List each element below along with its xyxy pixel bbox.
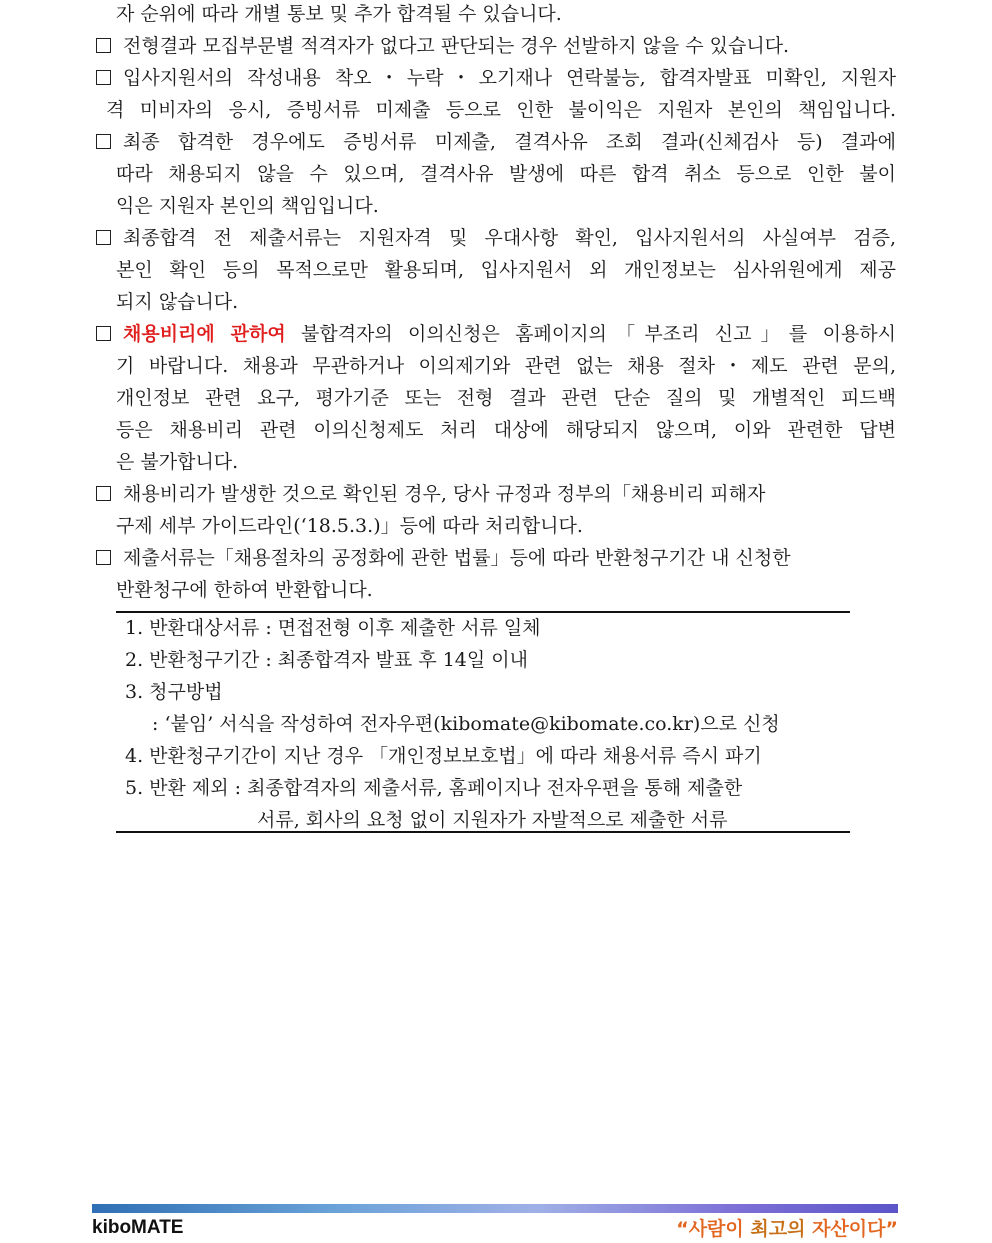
footer-gradient-bar <box>92 1204 898 1213</box>
notice-item: 최종합격 전 제출서류는 지원자격 및 우대사항 확인, 입사지원서의 사실여부 검증, <box>96 226 896 250</box>
highlight-text: 채용비리에 관하여 <box>123 323 286 345</box>
return-item-detail: 서류, 회사의 요청 없이 지원자가 자발적으로 제출한 서류 <box>257 809 728 831</box>
paragraph-line: 기 바랍니다. 채용과 무관하거나 이의제기와 관련 없는 채용 절차・제도 관련 문의, <box>116 355 896 377</box>
return-item: 2. 반환청구기간 : 최종합격자 발표 후 14일 이내 <box>125 649 529 671</box>
paragraph-line: 반환청구에 한하여 반환합니다. <box>116 579 373 601</box>
paragraph-line: 따라 채용되지 않을 수 있으며, 결격사유 발생에 따른 합격 취소 등으로 인한 불이 <box>116 163 896 185</box>
return-item: 3. 청구방법 <box>125 681 223 703</box>
return-item-detail: : ‘붙임’ 서식을 작성하여 전자우편(kibomate@kibomate.co.kr)으로 신청 <box>152 713 780 735</box>
checkbox-bullet-icon <box>96 230 111 245</box>
paragraph-line: 등은 채용비리 관련 이의신청제도 처리 대상에 해당되지 않으며, 이와 관련한 답변 <box>116 419 896 441</box>
checkbox-bullet-icon <box>96 486 111 501</box>
paragraph-line: 개인정보 관련 요구, 평가기준 또는 전형 결과 관련 단순 질의 및 개별적인 피드백 <box>116 387 896 409</box>
paragraph-line: 되지 않습니다. <box>116 291 239 313</box>
checkbox-bullet-icon <box>96 70 111 85</box>
checkbox-bullet-icon <box>96 326 111 341</box>
notice-item: 최종 합격한 경우에도 증빙서류 미제출, 결격사유 조회 결과(신체검사 등) 결과에 <box>96 130 896 154</box>
notice-item: 채용비리에 관하여 불합격자의 이의신청은 홈페이지의「부조리 신고」를 이용하시 <box>96 322 896 346</box>
notice-item: 전형결과 모집부문별 적격자가 없다고 판단되는 경우 선발하지 않을 수 있습니다. <box>96 34 789 58</box>
notice-item: 제출서류는「채용절차의 공정화에 관한 법률」등에 따라 반환청구기간 내 신청한 <box>96 546 791 570</box>
notice-item: 입사지원서의 작성내용 착오・누락・오기재나 연락불능, 합격자발표 미확인, 지원자 <box>96 66 896 90</box>
checkbox-bullet-icon <box>96 550 111 565</box>
checkbox-bullet-icon <box>96 38 111 53</box>
paragraph-line: 익은 지원자 본인의 책임입니다. <box>116 195 379 217</box>
paragraph-line: 구제 세부 가이드라인(‘18.5.3.)」등에 따라 처리합니다. <box>116 515 583 537</box>
box-bottom-rule <box>116 831 850 833</box>
box-top-rule <box>116 611 850 613</box>
return-item: 5. 반환 제외 : 최종합격자의 제출서류, 홈페이지나 전자우편을 통해 제출한 <box>125 777 743 799</box>
paragraph-line: 본인 확인 등의 목적으로만 활용되며, 입사지원서 외 개인정보는 심사위원에게 제공 <box>116 259 896 281</box>
checkbox-bullet-icon <box>96 134 111 149</box>
paragraph-line: 격 미비자의 응시, 증빙서류 미제출 등으로 인한 불이익은 지원자 본인의 책임입니다. <box>106 99 896 121</box>
return-item: 4. 반환청구기간이 지난 경우 「개인정보보호법」에 따라 채용서류 즉시 파기 <box>125 745 762 767</box>
footer-slogan: “사람이 최고의 자산이다” <box>676 1218 898 1240</box>
paragraph-line: 은 불가합니다. <box>116 451 239 473</box>
notice-item: 채용비리가 발생한 것으로 확인된 경우, 당사 규정과 정부의「채용비리 피해자 <box>96 482 765 506</box>
return-item: 1. 반환대상서류 : 면접전형 이후 제출한 서류 일체 <box>125 617 541 639</box>
paragraph-line: 자 순위에 따라 개별 통보 및 추가 합격될 수 있습니다. <box>116 3 562 25</box>
footer-brand: kiboMATE <box>92 1217 184 1238</box>
